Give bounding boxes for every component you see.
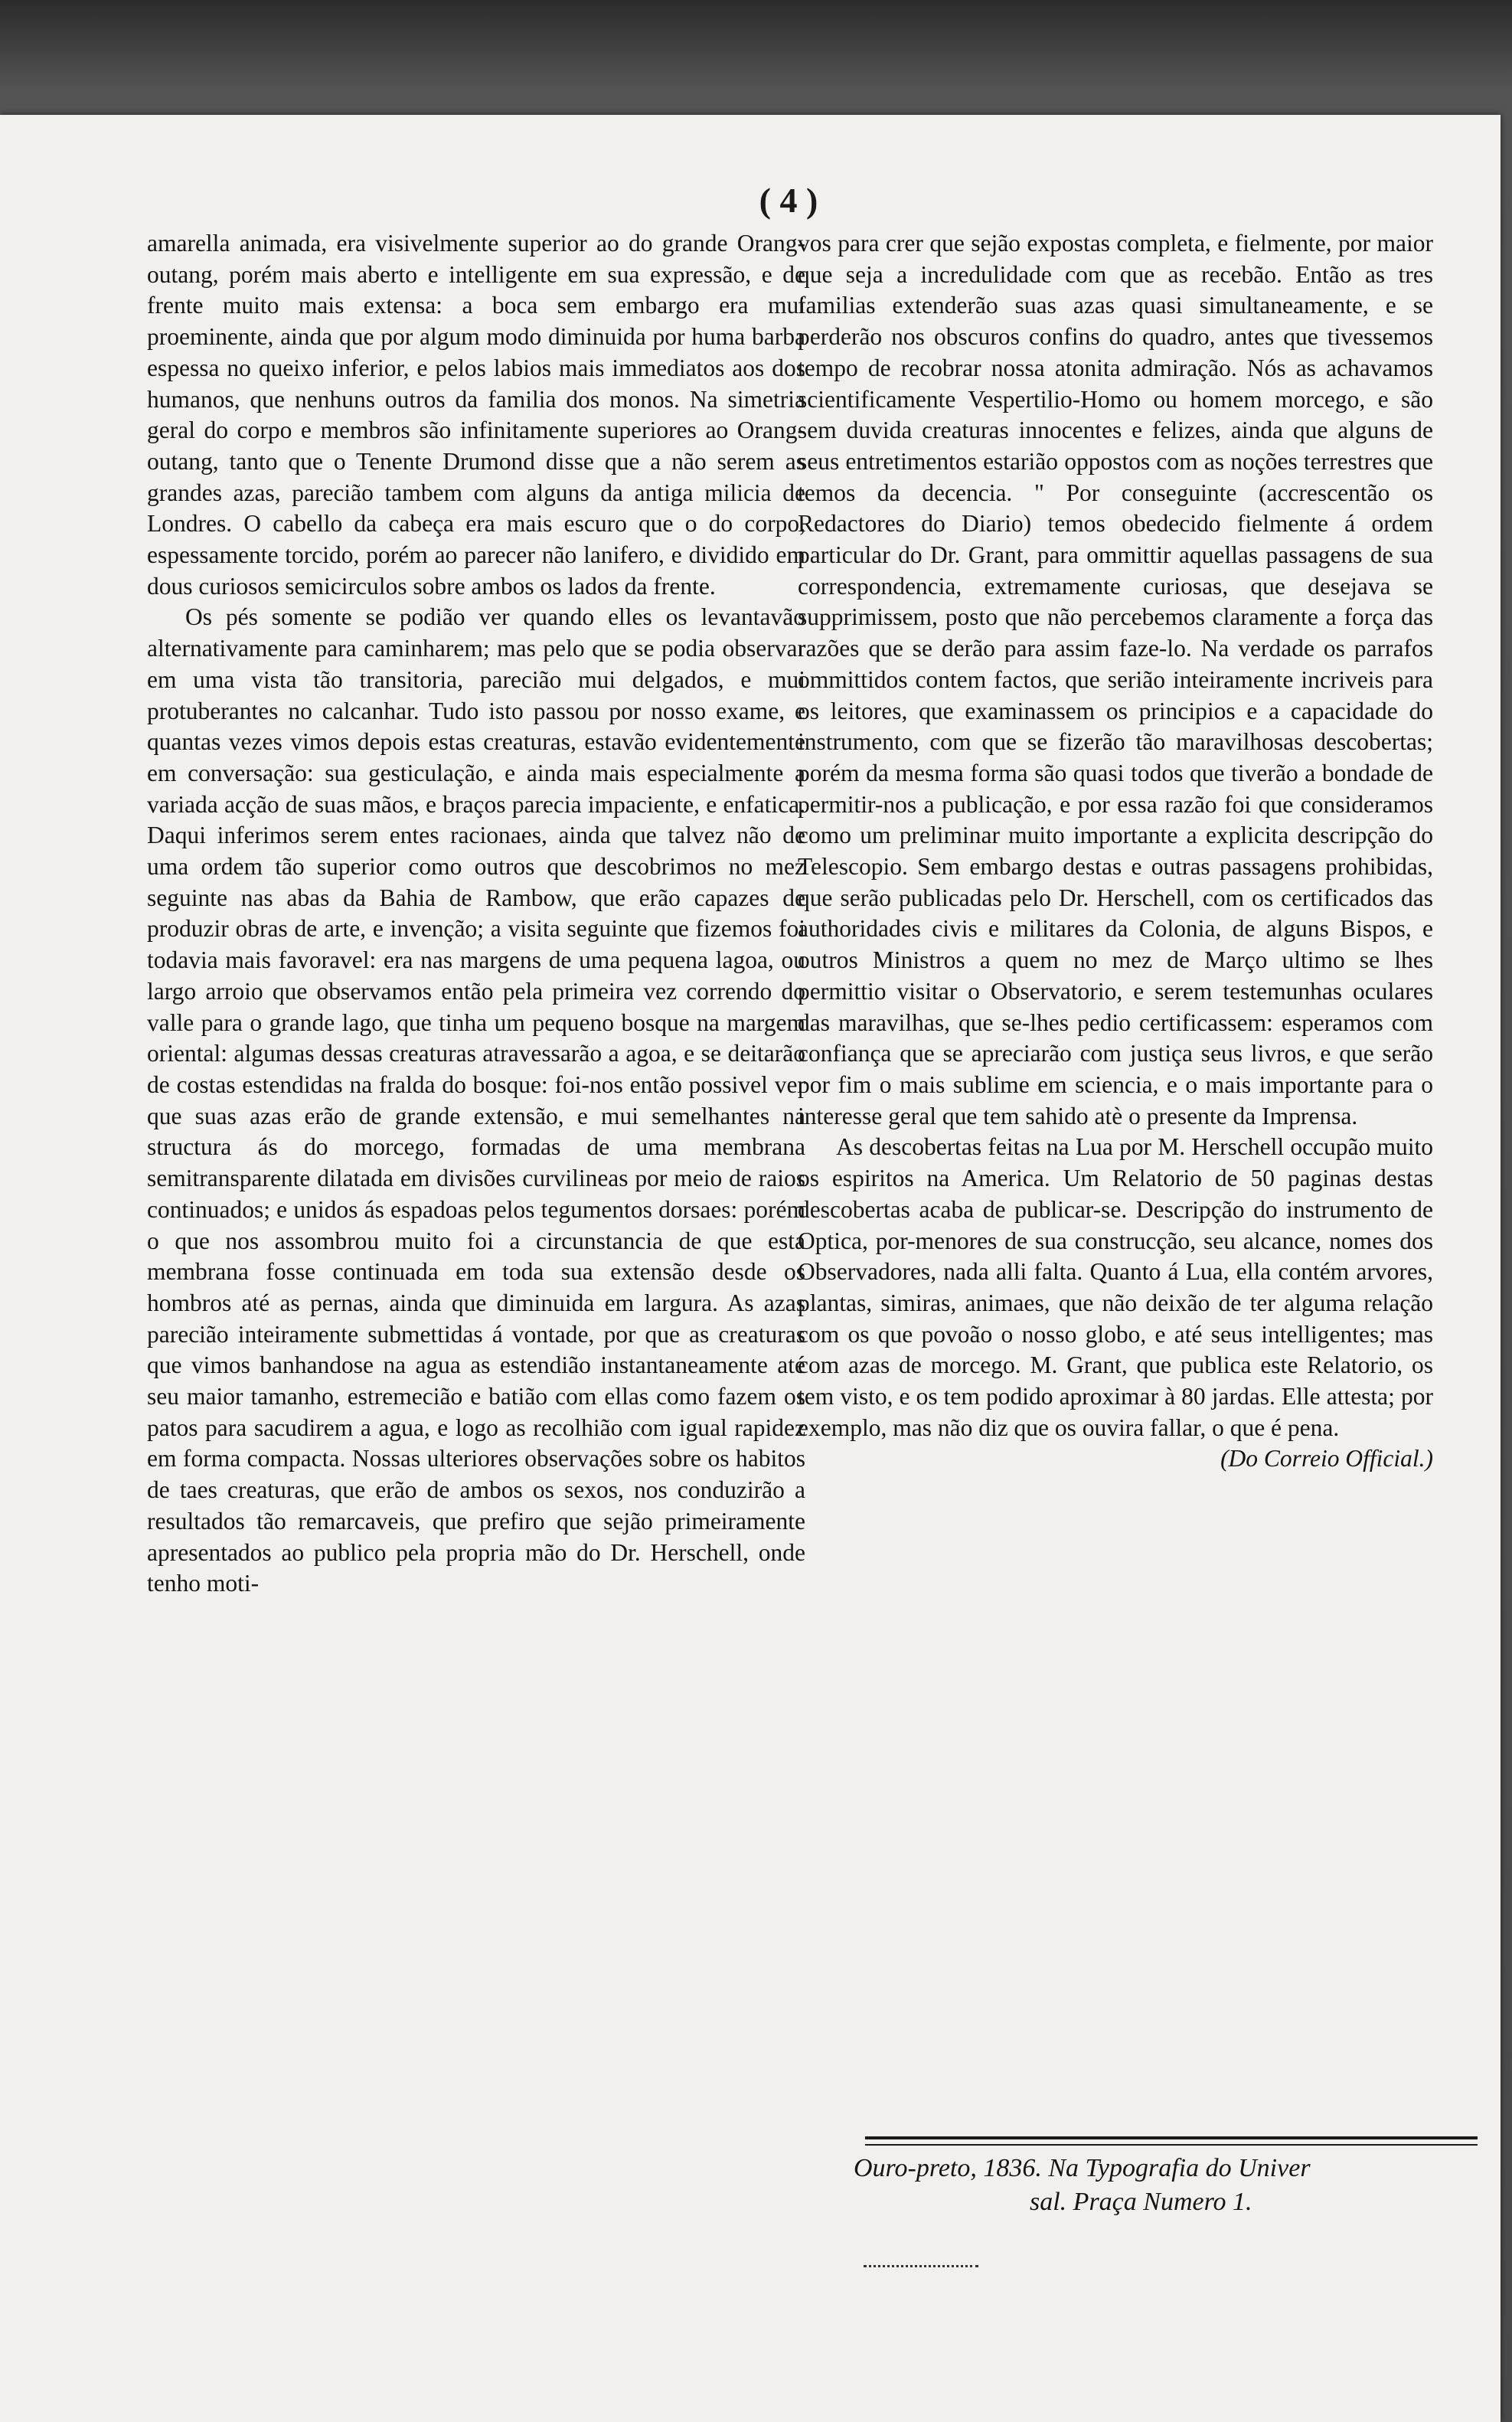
imprint-line: Ouro-preto, 1836. Na Typografia do Univer (854, 2154, 1311, 2182)
source-attribution: (Do Correio Official.) (1220, 1445, 1433, 1472)
footer-ornament (864, 2265, 978, 2267)
imprint-line: sal. Praça Numero 1. (1030, 2188, 1252, 2216)
right-column (798, 228, 1433, 1475)
paragraph: As descobertas feitas na Lua por M. Herschell occupão muito os espiritos na America. Um Relatorio de 50 paginas destas descobertas acaba de publicar-se. Descripção do instrumento de Optica, por-menores de sua construcção, seu alcance, nomes dos Observadores, nada alli falta. Quanto á Lua, ella contém arvores, plantas, simiras, animaes, que não deixão de ter alguma relação com os que povoão o nosso globo, e até seus intelligentes; mas com azas de morcego. M. Grant, que publica este Relatorio, os tem visto, e os tem podido aproximar à 80 jardas. Elle attesta; por exemplo, mas não diz que os ouvira fallar, o que é pena. (798, 1133, 1433, 1441)
paragraph: vos para crer que sejão expostas completa, e fielmente, por maior que seja a incredulidade com que as recebão. Então as tres familias extenderão suas azas quasi simultaneamente, e se perderão nos obscuros confins do quadro, antes que tivessemos tempo de recobrar nossa atonita admiração. Nós as achavamos scientificamente Vespertilio-Homo ou homem morcego, e são sem duvida creaturas innocentes e felizes, ainda que alguns de seus entretimentos estarião oppostos com as noções terrestres que temos da decencia. " Por conseguinte (accrescentão os Redactores do Diario) temos obedecido fielmente á ordem particular do Dr. Grant, para ommittir aquellas passagens de sua correspondencia, extremamente curiosas, que desejava se supprimissem, posto que não percebemos claramente a força das razões que se derão para assim faze-lo. Na verdade os parrafos ommittidos contem factos, que serião inteiramente incriveis para os leitores, que examinassem os principios e a capacidade do instrumento, com que se fizerão tão maravilhosas descobertas; porém da mesma forma são quasi todos que tiverão a bondade de permitir-nos a publicação, e por essa razão foi que consideramos como um preliminar muito importante a explicita descripção do Telescopio. Sem embargo destas e outras passagens prohibidas, que serão publicadas pelo Dr. Herschell, com os certificados das authoridades civis e militares da Colonia, de alguns Bispos, e outros Ministros a quem no mez de Março ultimo se lhes permittio visitar o Observatorio, e serem testemunhas oculares das maravilhas, que se-lhes pedio certificassem: esperamos com confiança que se apreciarão com justiça seus livros, e que serão por fim o mais sublime em sciencia, e o mais importante para o interesse geral que tem sahido atè o presente da Imprensa. (798, 230, 1433, 1129)
left-column (147, 228, 805, 1600)
paragraph: amarella animada, era visivelmente superior ao do grande Orang-outang, porém mais aberto e intelligente em sua expressão, e de frente muito mais extensa: a boca sem embargo era mui proeminente, ainda que por algum modo diminuida por huma barba espessa no queixo inferior, e pelos labios mais immediatos aos dos humanos, que nenhuns outros da familia dos monos. Na simetria geral do corpo e membros são infinitamente superiores ao Orang-outang, tanto que o Tenente Drumond disse que a não serem as grandes azas, parecião tambem com alguns da antiga milicia de Londres. O cabello da cabeça era mais escuro que o do corpo, espessamente torcido, porém ao parecer não lanifero, e dividido em dous curiosos semicirculos sobre ambos os lados da frente. (147, 230, 805, 600)
imprint (854, 2152, 1497, 2219)
separator-rule (865, 2136, 1478, 2139)
page-number: ( 4 ) (759, 181, 818, 220)
paragraph: Os pés somente se podião ver quando elles os levantavão alternativamente para caminharem; mas pelo que se podia observar em uma vista tão transitoria, parecião mui delgados, e mui protuberantes no calcanhar. Tudo isto passou por nosso exame, e quantas vezes vimos depois estas creaturas, estavão evidentemente em conversação: sua gesticulação, e ainda mais especialmente a variada acção de suas mãos, e braços parecia impaciente, e enfatica. Daqui inferimos serem entes racionaes, ainda que talvez não de uma ordem tão superior como outros que descobrimos no mez seguinte nas abas da Bahia de Rambow, que erão capazes de produzir obras de arte, e invenção; a visita seguinte que fizemos foi todavia mais favoravel: era nas margens de uma pequena lagoa, ou largo arroio que observamos então pela primeira vez correndo do valle para o grande lago, que tinha um pequeno bosque na margem oriental: algumas dessas creaturas atravessarão a agoa, e se deitarão de costas estendidas na fralda do bosque: foi-nos então possivel ver que suas azas erão de grande extensão, e mui semelhantes na structura ás do morcego, formadas de uma membrana semitransparente dilatada em divisões curvilineas por meio de raios continuados; e unidos ás espadoas pelos tegumentos dorsaes: porém o que nos assombrou muito foi a circunstancia de que esta membrana fosse continuada em toda sua extensão desde os hombros até as pernas, ainda que diminuida em largura. As azas parecião inteiramente submettidas á vontade, por que as creaturas que vimos banhandose na agua as estendião instantaneamente até seu maior tamanho, estremecião e batião com ellas como fazem os patos para sacudirem a agua, e logo as recolhião com igual rapidez em forma compacta. Nossas ulteriores observações sobre os habitos de taes creaturas, que erão de ambos os sexos, nos conduzirão a resultados tão remarcaveis, que prefiro que sejão primeiramente apresentados ao publico pela propria mão do Dr. Herschell, onde tenho moti- (147, 603, 805, 1597)
